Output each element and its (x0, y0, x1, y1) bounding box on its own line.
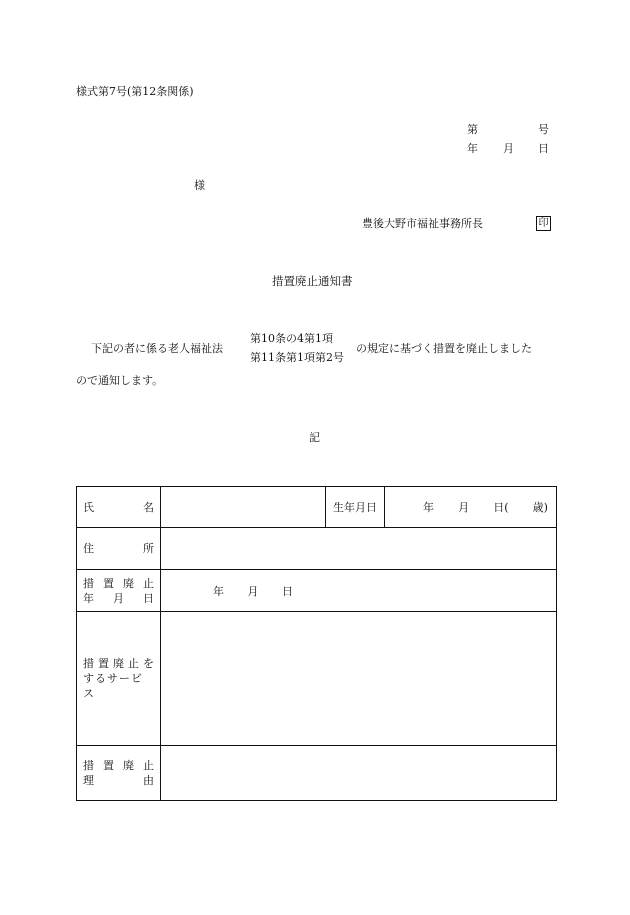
recipient-suffix: 様 (194, 179, 205, 192)
issuer-name: 豊後大野市福祉事務所長 (362, 217, 483, 230)
body-prefix: 下記の者に係る老人福祉法 (91, 342, 223, 355)
body-ref-2: 第11条第1項第2号 (250, 351, 344, 364)
document-title: 措置廃止通知書 (272, 274, 353, 288)
ref-go: 号 (538, 123, 549, 136)
abolish-date-field[interactable]: 年 月 日 (161, 570, 557, 612)
date-year: 年 (467, 142, 478, 155)
row-reason (77, 746, 557, 801)
ref-dai: 第 (467, 123, 478, 136)
service-field[interactable] (161, 612, 557, 746)
reason-field[interactable] (161, 746, 557, 801)
name-label: 氏 名 (77, 487, 161, 528)
reason-label: 措 置 廃 止 理 由 (77, 746, 161, 801)
row-address (77, 528, 557, 570)
birth-label: 生年月日 (326, 487, 385, 528)
service-label: 措 置 廃 止 を するサービス (77, 612, 161, 746)
form-number: 様式第7号(第12条関係) (76, 85, 194, 98)
body-line-2: ので通知します。 (76, 374, 164, 387)
address-label: 住 所 (77, 528, 161, 570)
row-abolish-date (77, 570, 557, 612)
abolish-date-label: 措 置 廃 止 年 月 日 (77, 570, 161, 612)
row-name (77, 487, 557, 528)
date-month: 月 (503, 142, 514, 155)
notice-table (76, 486, 557, 801)
seal-mark: 印 (536, 216, 551, 231)
birth-field[interactable]: 年 月 日( 歳) (385, 487, 557, 528)
body-ref-1: 第10条の4第1項 (250, 332, 333, 345)
address-field[interactable] (161, 528, 557, 570)
row-service (77, 612, 557, 746)
ki-marker: 記 (309, 431, 320, 444)
name-field[interactable] (161, 487, 326, 528)
date-day: 日 (538, 142, 549, 155)
body-suffix: の規定に基づく措置を廃止しました (356, 342, 532, 355)
